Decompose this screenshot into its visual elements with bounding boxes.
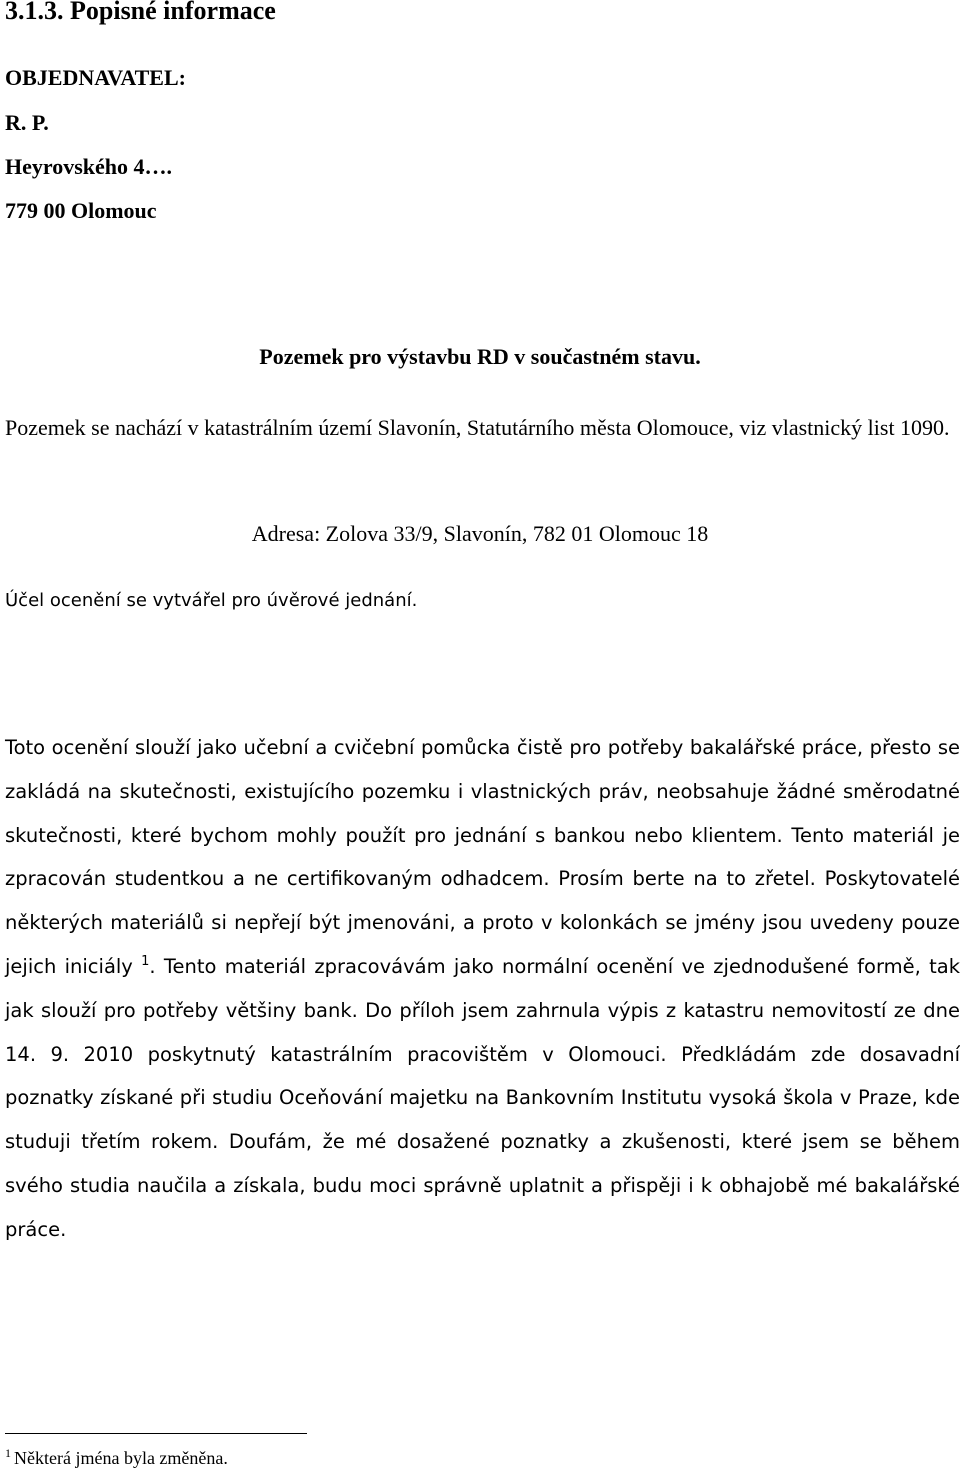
footnote-text: Některá jména byla změněna. (14, 1448, 228, 1468)
subject-title: Pozemek pro výstavbu RD v součastném stavu. (259, 344, 701, 369)
client-name: R. P. (5, 110, 49, 135)
address-line: Adresa: Zolova 33/9, Slavonín, 782 01 Olomouc 18 (251, 521, 709, 546)
disclaimer-text-part1: Toto ocenění slouží jako učební a cvičební pomůcka čistě pro potřeby bakalářské práce, přesto se zakládá na skutečnosti, existujícího pozemku i vlastnických práv, neobsahuje žádné směrodatné skutečnosti, které bychom mohly použít pro jednání s bankou nebo klientem. Tento materiál je zpracován studentkou a ne certifikovaným odhadcem. Prosím berte na to zřetel. Poskytovatelé některých materiálů si nepřejí být jmenováni, a proto v kolonkách se jmény jsou uvedeny pouze jejich iniciály (5, 736, 960, 978)
footnote-separator (5, 1433, 307, 1434)
purpose-line: Účel ocenění se vytvářel pro úvěrové jednání. (5, 590, 418, 611)
footnote-number: 1 (5, 1446, 11, 1460)
disclaimer-paragraph (5, 726, 960, 1252)
disclaimer-text-part2: . Tento materiál zpracovávám jako normální ocenění ve zjednodušené formě, tak jak slouží pro potřeby většiny bank. Do příloh jsem zahrnula výpis z katastru nemovitostí ze dne 14. 9. 2010 poskytnutý katastrálním pracovištěm v Olomouci. Předkládám zde dosavadní poznatky získané při studiu Oceňování majetku na Bankovním Institutu vysoká škola v Praze, kde studuji třetím rokem. Doufám, že mé dosažené poznatky a zkušenosti, které jsem se během svého studia naučila a získala, budu moci správně uplatnit a přispěji i k obhajobě mé bakalářské práce. (5, 954, 960, 1241)
footnote (5, 1446, 228, 1469)
client-street: Heyrovského 4…. (5, 154, 173, 179)
location-paragraph: Pozemek se nachází v katastrálním území Slavonín, Statutárního města Olomouce, viz vlastnický list 1090. (5, 415, 950, 440)
client-label: OBJEDNAVATEL: (5, 65, 186, 90)
footnote-reference[interactable]: 1 (141, 953, 150, 969)
client-city: 779 00 Olomouc (5, 198, 157, 223)
section-heading: 3.1.3. Popisné informace (5, 0, 276, 25)
